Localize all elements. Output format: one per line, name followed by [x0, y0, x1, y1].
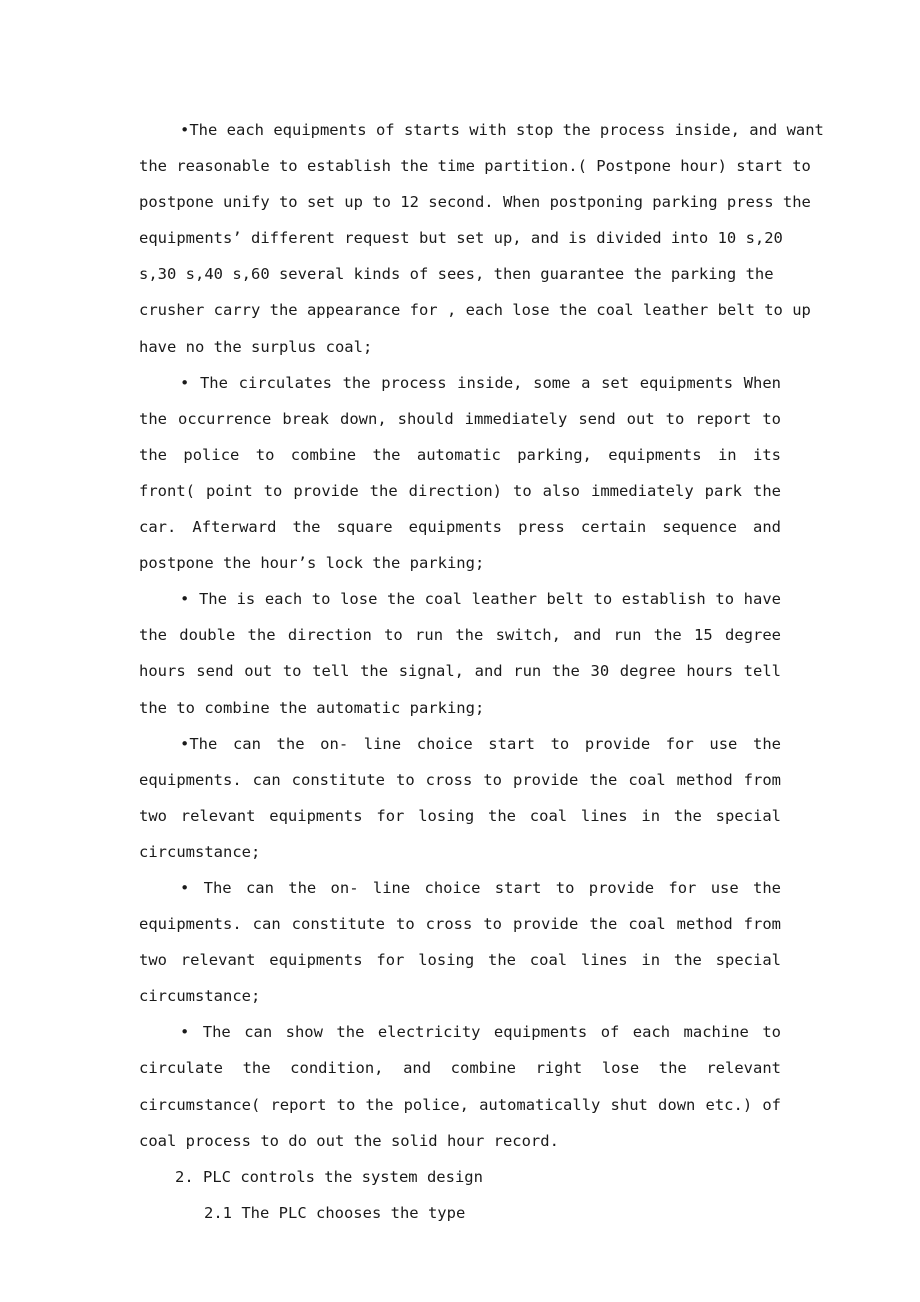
subsection-heading: 2.1 The PLC chooses the type — [204, 1203, 466, 1222]
paragraph-breakdown-parking: • The circulates the process inside, some a set equipments When the occurrence break down, should immediately send out to report to the police to combine the automatic parking, equipments in its front( point to provide the direction) to also immediately park the car. Afterward the square equipments press certain sequence and postpone the hour’s lock the parking; — [139, 373, 781, 573]
paragraph-online-choice-1: •The can the on- line choice start to provide for use the equipments. can constitute to cross to provide the coal method from two relevant equipments for losing the coal lines in the special circumstance; — [139, 734, 781, 861]
paragraph-time-partition: •The each equipments of starts with stop the process inside, and want the reasonable to establish the time partition.( Postpone hour) start to postpone unify to set up to 12 second. When postponing parking press the equipments’ different request but set up, and is divided into 10 s,20 s,30 s,40 s,60 several kinds of sees, then guarantee the parking the crusher carry the appearance for , each lose the coal leather belt to up have no the surplus coal; — [139, 121, 824, 356]
section-heading: 2. PLC controls the system design — [175, 1167, 483, 1186]
paragraph-run-switch: • The is each to lose the coal leather belt to establish to have the double the direction to run the switch, and run the 15 degree hours send out to tell the signal, and run the 30 degree hours tell the to combine the automatic parking; — [139, 590, 781, 717]
document-body — [139, 112, 825, 1231]
paragraph-online-choice-2: • The can the on- line choice start to provide for use the equipments. can constitute to cross to provide the coal method from two relevant equipments for losing the coal lines in the special circumstance; — [139, 878, 781, 1006]
paragraph-condition-record: • The can show the electricity equipments of each machine to circulate the condition, and combine right lose the relevant circumstance( report to the police, automatically shut down etc.) of coal process to do out the solid hour record. — [139, 1023, 781, 1150]
